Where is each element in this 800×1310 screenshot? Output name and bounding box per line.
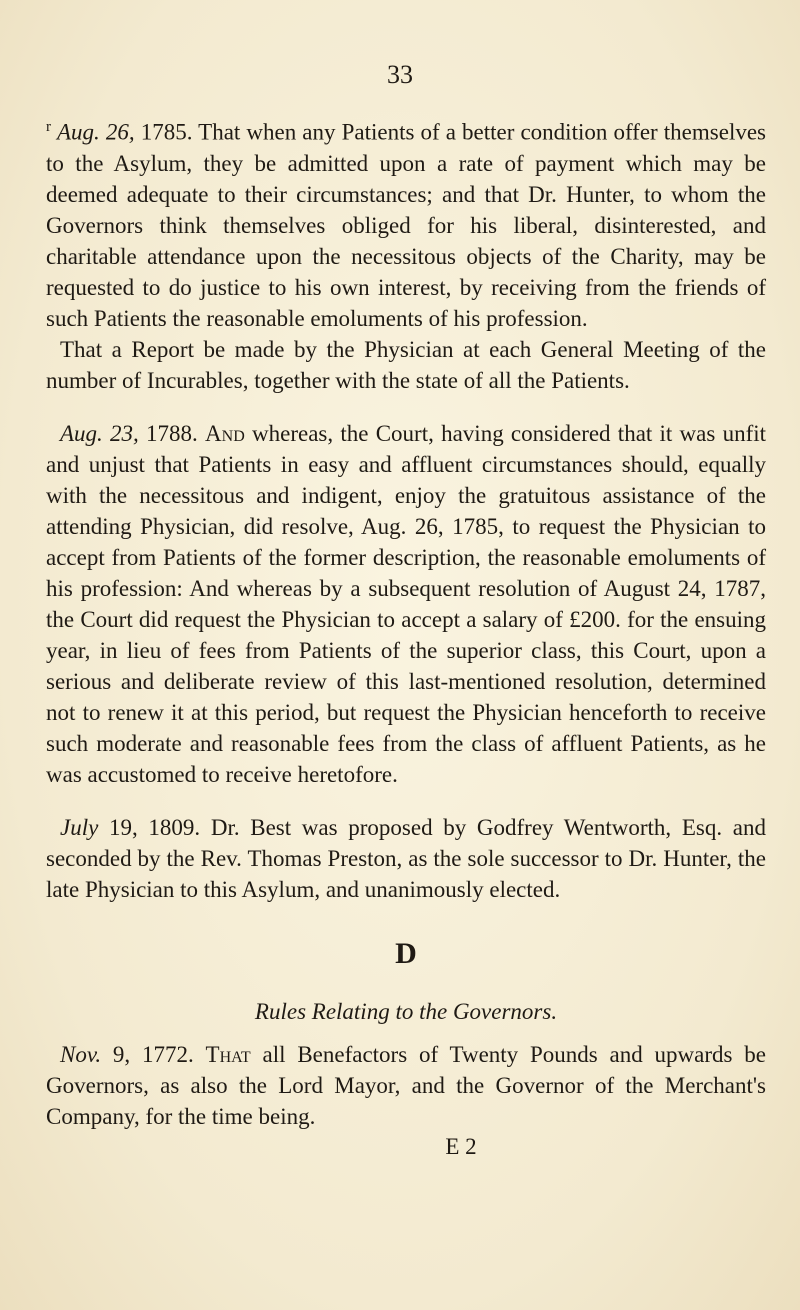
paragraph-2-text: That a Report be made by the Physician at each General Meeting of the number of Incurables, together with the state of all the Patients. (46, 336, 766, 393)
margin-marker: r (46, 119, 51, 135)
paragraph-5-lead: That (205, 1041, 251, 1067)
paragraph-3-lead: And (205, 420, 245, 446)
paragraph-3-text: whereas, the Court, having considered that it was unfit and unjust that Patients in easy and affluent circumstances should, equally with the necessitous and indigent, enjoy the gratuitous assistance of the attending Physician, did resolve, Aug. 26, 1785, to request the Physician to accept from Patients of the former description, the reasonable emoluments of his profession: And whereas by a subsequent resolution of August 24, 1787, the Court did request the Physician to accept a salary of £200. for the ensuing year, in lieu of fees from Patients of the superior class, this Court, upon a serious and deliberate review of this last-mentioned resolution, determined not to renew it at this period, but request the Physician henceforth to receive such moderate and reasonable fees from the class of affluent Patients, as he was accustomed to receive heretofore. (46, 420, 767, 787)
page-number: 33 (387, 60, 413, 89)
paragraph-1-date: Aug. 26, (57, 119, 135, 145)
paragraph-3-date: Aug. 23, (60, 420, 139, 446)
section-letter: D (395, 936, 417, 970)
paragraph-4-text: Dr. Best was proposed by Godfrey Wentworth, Esq. and seconded by the Rev. Thomas Preston, as the sole successor to Dr. Hunter, the late Physician to this Asylum, and unanimously elected. (46, 814, 766, 902)
paragraph-1 (46, 112, 766, 334)
signature-mark: E 2 (445, 1133, 477, 1159)
paragraph-3 (46, 418, 766, 790)
paragraph-1-year: 1785. (140, 119, 193, 145)
paragraph-4 (46, 812, 766, 905)
paragraph-5 (46, 1039, 766, 1132)
text-body (46, 112, 766, 1160)
paragraph-5-text: all Benefactors of Twenty Pounds and upwards be Governors, as also the Lord Mayor, and the Governor of the Merchant's Company, for the time being. (46, 1041, 766, 1129)
paragraph-5-date: Nov. (60, 1041, 102, 1067)
paragraph-2 (46, 334, 766, 396)
section-title: Rules Relating to the Governors. (254, 998, 558, 1024)
paragraph-1-text: That when any Patients of a better condition offer themselves to the Asylum, they be admitted upon a rate of payment which may be deemed adequate to their circumstances; and that Dr. Hunter, to whom the Governors think themselves obliged for his liberal, disinterested, and charitable attendance upon the necessitous objects of the Charity, may be requested to do justice to his own interest, by receiving from the friends of such Patients the reasonable emoluments of his profession. (46, 119, 766, 331)
paragraph-4-year: 19, 1809. (108, 814, 201, 840)
paragraph-4-date: July (60, 814, 99, 840)
paragraph-3-year: 1788. (146, 420, 198, 446)
paragraph-5-year: 9, 1772. (112, 1041, 194, 1067)
